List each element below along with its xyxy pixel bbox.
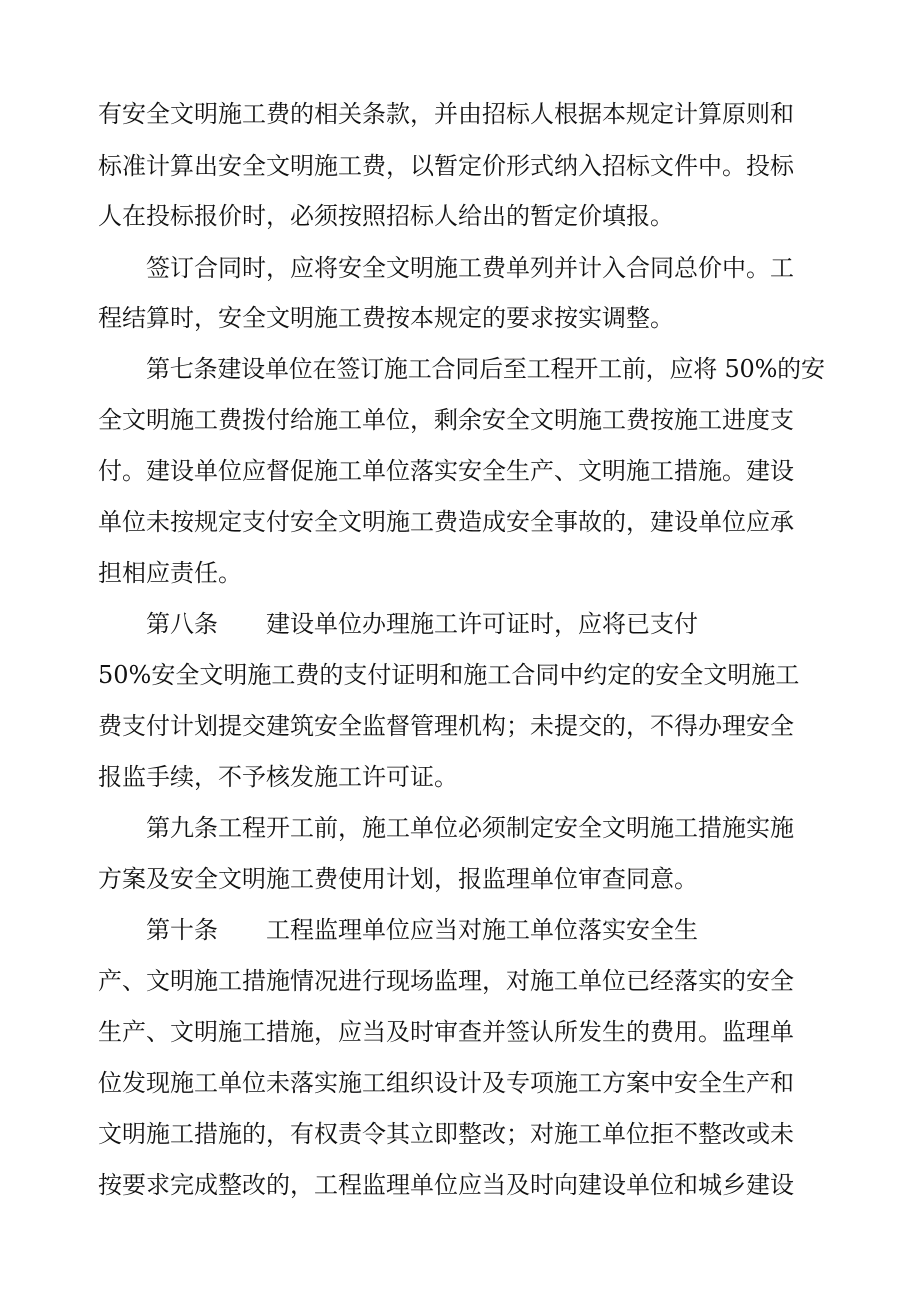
text-line: 第八条 建设单位办理施工许可证时，应将已支付 (146, 610, 698, 638)
text-line: 按要求完成整改的，工程监理单位应当及时向建设单位和城乡建设 (98, 1171, 794, 1199)
text-line: 有安全文明施工费的相关条款，并由招标人根据本规定计算原则和 (98, 100, 794, 128)
text-line: 产、文明施工措施情况进行现场监理，对施工单位已经落实的安全 (98, 967, 794, 995)
text-line: 第七条建设单位在签订施工合同后至工程开工前，应将 50%的安 (146, 355, 825, 383)
text-line: 报监手续，不予核发施工许可证。 (98, 763, 458, 791)
text-line: 签订合同时，应将安全文明施工费单列并计入合同总价中。工 (146, 254, 794, 282)
text-line: 第十条 工程监理单位应当对施工单位落实安全生 (146, 916, 698, 944)
text-line: 人在投标报价时，必须按照招标人给出的暂定价填报。 (98, 202, 674, 230)
text-line: 程结算时，安全文明施工费按本规定的要求按实调整。 (98, 304, 674, 332)
text-line: 担相应责任。 (98, 559, 242, 587)
text-line: 全文明施工费拨付给施工单位，剩余安全文明施工费按施工进度支 (98, 406, 794, 434)
text-line: 第九条工程开工前，施工单位必须制定安全文明施工措施实施 (146, 814, 794, 842)
text-line: 50%安全文明施工费的支付证明和施工合同中约定的安全文明施工 (98, 661, 800, 689)
text-line: 文明施工措施的，有权责令其立即整改；对施工单位拒不整改或未 (98, 1120, 794, 1148)
text-line: 方案及安全文明施工费使用计划，报监理单位审查同意。 (98, 865, 698, 893)
text-line: 生产、文明施工措施，应当及时审查并签认所发生的费用。监理单 (98, 1018, 794, 1046)
text-line: 付。建设单位应督促施工单位落实安全生产、文明施工措施。建设 (98, 457, 794, 485)
text-line: 费支付计划提交建筑安全监督管理机构；未提交的，不得办理安全 (98, 712, 794, 740)
text-line: 标准计算出安全文明施工费，以暂定价形式纳入招标文件中。投标 (98, 152, 794, 180)
text-line: 位发现施工单位未落实施工组织设计及专项施工方案中安全生产和 (98, 1069, 794, 1097)
text-line: 单位未按规定支付安全文明施工费造成安全事故的，建设单位应承 (98, 508, 794, 536)
